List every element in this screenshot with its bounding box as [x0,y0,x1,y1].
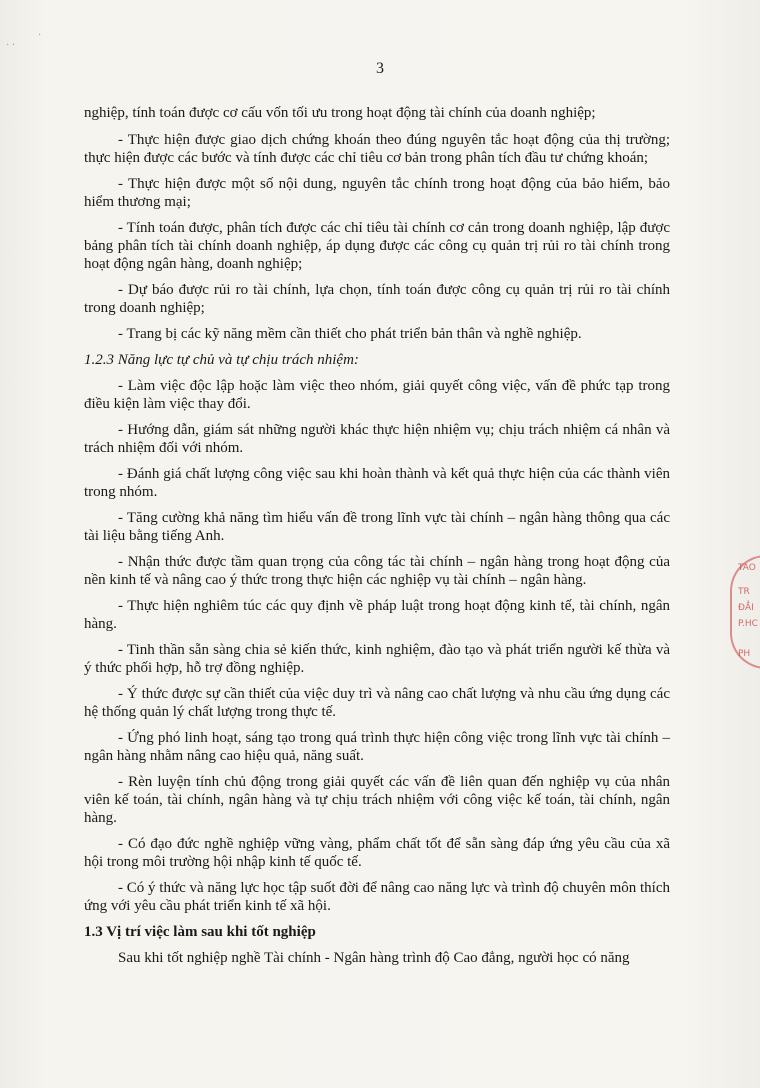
section-heading: 1.3 Vị trí việc làm sau khi tốt nghiệp [84,924,316,940]
paragraph: - Dự báo được rủi ro tài chính, lựa chọn, tính toán được công cụ quản trị rủi ro tài chính trong doanh nghiệp; [84,282,670,316]
stamp-text: P.HC [738,619,758,629]
scan-artifact: · · [6,40,16,51]
paragraph: - Làm việc độc lập hoặc làm việc theo nhóm, giải quyết công việc, vấn đề phức tạp trong điều kiện làm việc thay đổi. [84,378,670,412]
paragraph: - Thực hiện được một số nội dung, nguyên tắc chính trong hoạt động của bảo hiểm, bảo hiểm thương mại; [84,176,670,210]
paragraph: - Thực hiện nghiêm túc các quy định về pháp luật trong hoạt động kinh tế, tài chính, ngân hàng. [84,598,670,632]
stamp-text: TR [738,587,750,597]
paragraph: - Tinh thần sẵn sàng chia sẻ kiến thức, kinh nghiệm, đào tạo và phát triển người kế thừa và ý thức phối hợp, hỗ trợ đồng nghiệp. [84,642,670,676]
paragraph: - Có đạo đức nghề nghiệp vững vàng, phẩm chất tốt để sẵn sàng đáp ứng yêu cầu của xã hội trong môi trường hội nhập kinh tế quốc tế. [84,836,670,870]
paragraph: - Hướng dẫn, giám sát những người khác thực hiện nhiệm vụ; chịu trách nhiệm cá nhân và trách nhiệm đối với nhóm. [84,422,670,456]
paragraph: - Ứng phó linh hoạt, sáng tạo trong quá trình thực hiện công việc trong lĩnh vực tài chính – ngân hàng nhằm nâng cao hiệu quả, năng suất. [84,730,670,764]
paragraph: - Tăng cường khả năng tìm hiểu vấn đề trong lĩnh vực tài chính – ngân hàng thông qua các tài liệu bằng tiếng Anh. [84,510,670,544]
stamp-text: TAO [738,563,756,573]
paragraph: - Đánh giá chất lượng công việc sau khi hoàn thành và kết quả thực hiện của các thành viên trong nhóm. [84,466,670,500]
paragraph: - Nhận thức được tầm quan trọng của công tác tài chính – ngân hàng trong hoạt động của nền kinh tế và nâng cao ý thức trong thực hiện các nghiệp vụ tài chính – ngân hàng. [84,554,670,588]
section-subheading: 1.2.3 Năng lực tự chủ và tự chịu trách nhiệm: [84,352,359,368]
paragraph: - Rèn luyện tính chủ động trong giải quyết các vấn đề liên quan đến nghiệp vụ của nhân viên kế toán, tài chính, ngân hàng và tự chịu trách nhiệm với công việc kế toán, tài chính, ngân hàng. [84,774,670,826]
paragraph: nghiệp, tính toán được cơ cấu vốn tối ưu trong hoạt động tài chính của doanh nghiệp; [84,105,596,121]
red-seal-stamp [730,555,760,669]
paragraph: - Ý thức được sự cần thiết của việc duy trì và nâng cao chất lượng và nhu cầu ứng dụng các hệ thống quản lý chất lượng trong thực tế. [84,686,670,720]
stamp-text: PH [738,649,751,659]
stamp-text: ĐẲI [738,603,754,613]
paragraph: - Có ý thức và năng lực học tập suốt đời để nâng cao năng lực và trình độ chuyên môn thích ứng với yêu cầu phát triển kinh tế xã hội. [84,880,670,914]
paragraph: - Thực hiện được giao dịch chứng khoán theo đúng nguyên tắc hoạt động của thị trường; thực hiện được các bước và tính được các chỉ tiêu cơ bản trong phân tích đầu tư chứng khoán; [84,132,670,166]
paragraph: Sau khi tốt nghiệp nghề Tài chính - Ngân hàng trình độ Cao đẳng, người học có năng [118,950,630,966]
page-number: 3 [376,60,384,77]
paragraph: - Tính toán được, phân tích được các chỉ tiêu tài chính cơ cản trong doanh nghiệp, lập được bảng phân tích tài chính doanh nghiệp, áp dụng được các công cụ quản trị rủi ro tài chính trong hoạt động ngân hàng, doanh nghiệp; [84,220,670,272]
scan-artifact: · [38,30,42,41]
document-body [84,104,670,975]
paragraph: - Trang bị các kỹ năng mềm cần thiết cho phát triển bản thân và nghề nghiệp. [118,326,582,342]
